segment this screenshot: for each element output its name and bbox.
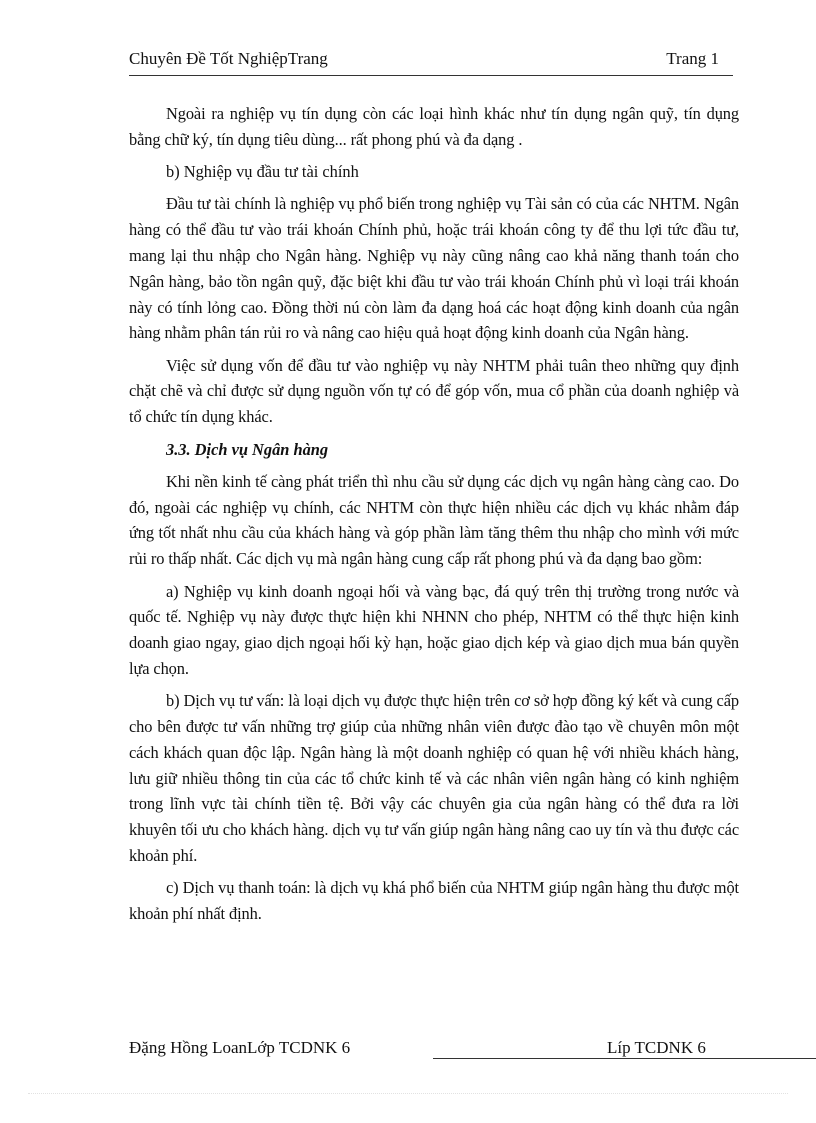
header-title: Chuyên Đề Tốt NghiệpTrang <box>129 49 328 68</box>
footer-rule <box>433 1058 816 1059</box>
footer-author: Đặng Hồng LoanLớp TCDNK 6 <box>129 1038 351 1057</box>
paragraph-consulting: b) Dịch vụ tư vấn: là loại dịch vụ được thực hiện trên cơ sở hợp đồng ký kết và cung cấp cho bên được tư vấn những trợ giúp của những nhân viên được đào tạo về chuyên môn một cách khách quan độc lập. Ngân hàng là một doanh nghiệp có quan hệ với nhiều khách hàng, lưu giữ nhiều thông tin của các tổ chức kinh tế và các nhân viên ngân hàng có kinh nghiệm trong lĩnh vực tài chính tiền tệ. Bởi vậy các chuyên gia của ngân hàng có thể đưa ra lời khuyên tối ưu cho khách hàng. dịch vụ tư vấn giúp ngân hàng nâng cao uy tín và thu được các khoản phí. <box>129 691 739 866</box>
header-page-number: Trang 1 <box>666 49 719 68</box>
footer-class: Líp TCDNK 6 <box>607 1038 706 1057</box>
paragraph-payment: c) Dịch vụ thanh toán: là dịch vụ khá phổ biến của NHTM giúp ngân hàng thu được một khoản phí nhất định. <box>129 878 739 924</box>
paragraph-credit-other: Ngoài ra nghiệp vụ tín dụng còn các loại hình khác như tín dụng ngân quỹ, tín dụng bằng chữ ký, tín dụng tiêu dùng... rất phong phú và đa dạng . <box>129 104 739 149</box>
paragraph-forex-gold: a) Nghiệp vụ kinh doanh ngoại hối và vàng bạc, đá quý trên thị trường trong nước và quốc tế. Nghiệp vụ này được thực hiện khi NHNN cho phép, NHTM có thể thực hiện kinh doanh giao ngay, giao dịch ngoại hối kỳ hạn, hoặc giao dịch kép và giao dịch mua bán quyền lựa chọn. <box>129 581 739 678</box>
page-edge-divider <box>28 1093 788 1094</box>
paragraph-services-intro: Khi nền kinh tế càng phát triển thì nhu cầu sử dụng các dịch vụ ngân hàng càng cao. Do đó, ngoài các nghiệp vụ chính, các NHTM còn thực hiện nhiều các dịch vụ khác nhằm đáp ứng tốt nhất nhu cầu của khách hàng và góp phần làm tăng thêm thu nhập cho mình với mức rủi ro thấp nhất. Các dịch vụ mà ngân hàng cung cấp rất phong phú và đa dạng bao gồm: <box>129 471 739 569</box>
section-heading-banking-services: 3.3. Dịch vụ Ngân hàng <box>166 439 329 459</box>
paragraph-capital-usage: Việc sử dụng vốn để đầu tư vào nghiệp vụ này NHTM phải tuân theo những quy định chặt chẽ và chỉ được sử dụng nguồn vốn tự có để góp vốn, mua cổ phần của doanh nghiệp và tổ chức tín dụng khác. <box>129 355 739 427</box>
subheading-financial-investment: b) Nghiệp vụ đầu tư tài chính <box>166 162 359 182</box>
document-body <box>129 101 739 933</box>
page-header <box>129 49 733 76</box>
page-footer <box>129 1038 816 1062</box>
paragraph-financial-investment: Đầu tư tài chính là nghiệp vụ phổ biến trong nghiệp vụ Tài sản có của các NHTM. Ngân hàng có thể đầu tư vào trái khoán Chính phủ, hoặc trái khoán công ty để thu lợi tức đầu tư, mang lại thu nhập cho Ngân hàng. Nghiệp vụ này cũng nâng cao khả năng thanh toán cho Ngân hàng, bảo tồn ngân quỹ, đặc biệt khi đầu tư vào trái khoán Chính phủ vì loại trái khoán này có tính lỏng cao. Đồng thời nú còn làm đa dạng hoá các hoạt động kinh doanh của ngân hàng nhằm phân tán rủi ro và nâng cao hiệu quả hoạt động kinh doanh của Ngân hàng. <box>129 194 739 343</box>
